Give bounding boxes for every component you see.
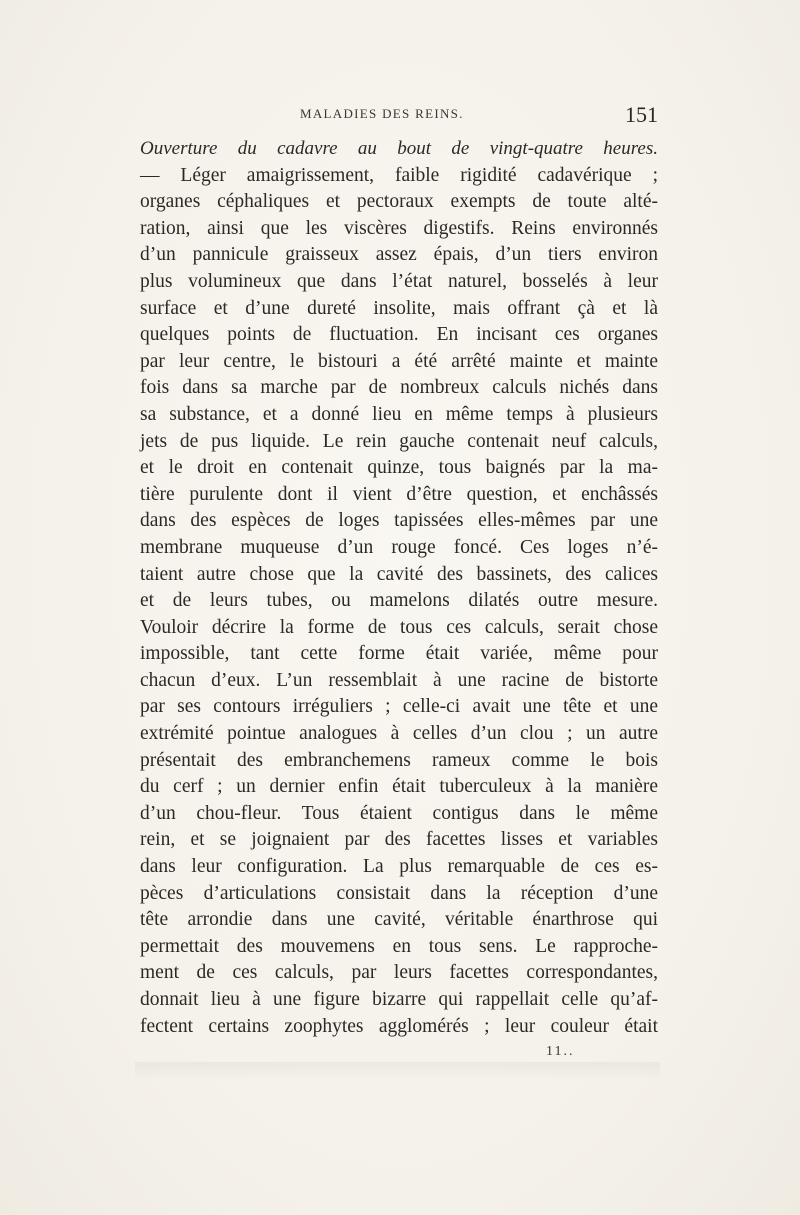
- text-line: d’un pannicule graisseux assez épais, d’un tiers environ: [140, 244, 658, 266]
- text-line: dans leur configuration. La plus remarquable de ces es-: [140, 856, 658, 878]
- text-line: du cerf ; un dernier enfin était tuberculeux à la manière: [140, 776, 658, 798]
- text-line: d’un chou-fleur. Tous étaient contigus dans le même: [140, 802, 658, 824]
- text-line: rein, et se joignaient par des facettes lisses et variables: [140, 829, 658, 851]
- text-line: dans des espèces de loges tapissées elles-mêmes par une: [140, 510, 658, 532]
- text-line: plus volumineux que dans l’état naturel, bosselés à leur: [140, 270, 658, 292]
- signature-mark: 11..: [546, 1044, 575, 1059]
- text-line: — Léger amaigrissement, faible rigidité cadavérique ;: [140, 164, 658, 186]
- text-line: impossible, tant cette forme était variée, même pour: [140, 643, 658, 665]
- text-line: et le droit en contenait quinze, tous baignés par la ma-: [140, 457, 658, 479]
- show-through-bleed: [135, 1062, 660, 1080]
- text-line: fois dans sa marche par de nombreux calculs nichés dans: [140, 377, 658, 399]
- running-header: [140, 102, 660, 126]
- text-line: Vouloir décrire la forme de tous ces calculs, serait chose: [140, 616, 658, 638]
- text-line: présentait des embranchemens rameux comme le bois: [140, 749, 658, 771]
- text-line: taient autre chose que la cavité des bassinets, des calices: [140, 563, 658, 585]
- text-line: sa substance, et a donné lieu en même temps à plusieurs: [140, 403, 658, 425]
- text-line: membrane muqueuse d’un rouge foncé. Ces loges n’é-: [140, 536, 658, 558]
- text-line: quelques points de fluctuation. En incisant ces organes: [140, 324, 658, 346]
- body-text: [140, 136, 658, 1040]
- text-line: tête arrondie dans une cavité, véritable énarthrose qui: [140, 909, 658, 931]
- text-line: permettait des mouvemens en tous sens. Le rapproche-: [140, 935, 658, 957]
- page-number: 151: [625, 102, 658, 127]
- text-line: donnait lieu à une figure bizarre qui rappellait celle qu’af-: [140, 989, 658, 1010]
- text-line: ration, ainsi que les viscères digestifs. Reins environnés: [140, 217, 658, 239]
- text-line: ment de ces calculs, par leurs facettes correspondantes,: [140, 962, 658, 984]
- text-line-heading: Ouverture du cadavre au bout de vingt-quatre heures.: [140, 138, 658, 159]
- running-title: MALADIES DES REINS.: [300, 106, 464, 121]
- text-line: tière purulente dont il vient d’être question, et enchâssés: [140, 483, 658, 505]
- text-line: et de leurs tubes, ou mamelons dilatés outre mesure.: [140, 590, 658, 612]
- text-line: par ses contours irréguliers ; celle-ci avait une tête et une: [140, 696, 658, 718]
- text-line: par leur centre, le bistouri a été arrêté mainte et mainte: [140, 350, 658, 372]
- text-line: pèces d’articulations consistait dans la réception d’une: [140, 882, 658, 904]
- text-line: fectent certains zoophytes agglomérés ; leur couleur était: [140, 1015, 658, 1037]
- text-line: surface et d’une dureté insolite, mais offrant çà et là: [140, 297, 658, 319]
- text-line: jets de pus liquide. Le rein gauche contenait neuf calculs,: [140, 430, 658, 452]
- text-line: chacun d’eux. L’un ressemblait à une racine de bistorte: [140, 669, 658, 691]
- text-line: extrémité pointue analogues à celles d’un clou ; un autre: [140, 723, 658, 745]
- text-line: organes céphaliques et pectoraux exempts de toute alté-: [140, 191, 658, 213]
